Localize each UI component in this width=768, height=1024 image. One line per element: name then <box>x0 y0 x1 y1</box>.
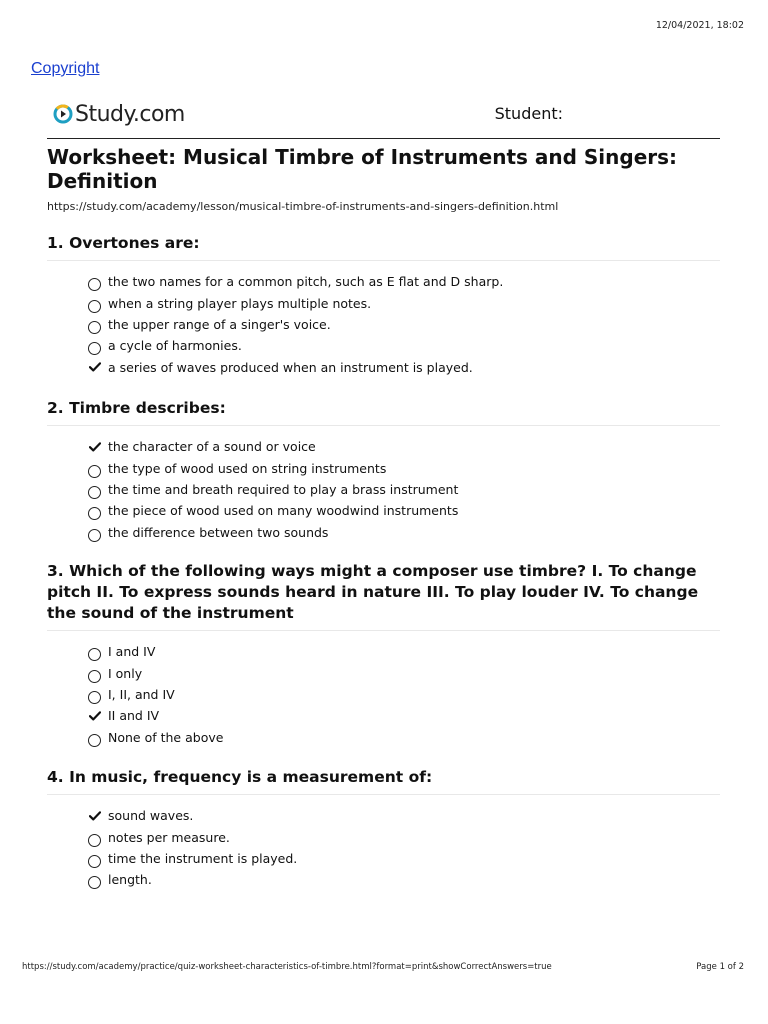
answer-option <box>88 662 720 683</box>
radio-button[interactable] <box>88 278 101 291</box>
radio-button[interactable] <box>88 300 101 313</box>
print-timestamp: 12/04/2021, 18:02 <box>655 20 744 31</box>
answer-options <box>88 271 720 378</box>
radio-button[interactable] <box>88 855 101 868</box>
radio-button[interactable] <box>88 834 101 847</box>
answer-label: sound waves. <box>108 808 194 824</box>
answer-label: I, II, and IV <box>108 686 175 702</box>
page-indicator: Page 1 of 2 <box>696 962 744 972</box>
answer-option-correct <box>88 805 720 826</box>
answer-option-correct <box>88 436 720 457</box>
answer-options <box>88 436 720 543</box>
worksheet-header <box>47 96 720 139</box>
answer-label: the upper range of a singer's voice. <box>108 316 331 332</box>
student-label: Student: <box>494 104 563 123</box>
answer-options <box>88 641 720 748</box>
question-text: 3. Which of the following ways might a composer use timbre? I. To change pitch II. To express sounds heard in nature III. To play louder IV. To change the sound of the instrument <box>47 561 720 631</box>
answer-option <box>88 869 720 890</box>
radio-button[interactable] <box>88 342 101 355</box>
question-2 <box>47 398 720 543</box>
answer-option <box>88 314 720 335</box>
answer-options <box>88 805 720 891</box>
answer-option <box>88 826 720 847</box>
study-com-logo <box>53 100 185 128</box>
radio-button[interactable] <box>88 734 101 747</box>
radio-button[interactable] <box>88 691 101 704</box>
page-footer <box>22 962 744 972</box>
answer-option <box>88 479 720 500</box>
radio-button[interactable] <box>88 486 101 499</box>
answer-label: the type of wood used on string instruments <box>108 460 387 476</box>
question-text: 2. Timbre describes: <box>47 398 720 426</box>
answer-label: the difference between two sounds <box>108 524 329 540</box>
question-text: 4. In music, frequency is a measurement of: <box>47 767 720 795</box>
checkmark-icon <box>88 361 101 374</box>
answer-label: a series of waves produced when an instrument is played. <box>108 359 473 375</box>
worksheet-title: Worksheet: Musical Timbre of Instruments and Singers: Definition <box>47 145 678 193</box>
answer-option <box>88 848 720 869</box>
answer-label: a cycle of harmonies. <box>108 338 242 354</box>
radio-button[interactable] <box>88 465 101 478</box>
lesson-url: https://study.com/academy/lesson/musical-timbre-of-instruments-and-singers-definition.html <box>47 200 559 213</box>
checkmark-icon <box>88 709 101 722</box>
answer-label: notes per measure. <box>108 829 230 845</box>
radio-button[interactable] <box>88 321 101 334</box>
answer-label: II and IV <box>108 708 160 724</box>
answer-label: when a string player plays multiple notes. <box>108 295 372 311</box>
checkmark-icon <box>88 809 101 822</box>
answer-option <box>88 457 720 478</box>
radio-button[interactable] <box>88 876 101 889</box>
radio-button[interactable] <box>88 529 101 542</box>
radio-button[interactable] <box>88 648 101 661</box>
answer-option-correct <box>88 705 720 726</box>
answer-label: the character of a sound or voice <box>108 439 316 455</box>
answer-label: length. <box>108 872 152 888</box>
study-com-logo-text: Study.com <box>75 101 185 127</box>
study-com-logo-icon <box>53 104 73 124</box>
question-3 <box>47 561 720 748</box>
answer-label: I and IV <box>108 644 156 660</box>
answer-option <box>88 727 720 748</box>
answer-option <box>88 522 720 543</box>
footer-url: https://study.com/academy/practice/quiz-worksheet-characteristics-of-timbre.html?format=print&showCorrectAnswers=true <box>22 962 552 972</box>
answer-label: the two names for a common pitch, such as E flat and D sharp. <box>108 274 504 290</box>
answer-label: None of the above <box>108 729 224 745</box>
answer-option <box>88 684 720 705</box>
question-1 <box>47 233 720 378</box>
answer-label: time the instrument is played. <box>108 850 298 866</box>
answer-label: the piece of wood used on many woodwind instruments <box>108 503 459 519</box>
radio-button[interactable] <box>88 507 101 520</box>
copyright-link[interactable]: Copyright <box>31 60 100 77</box>
question-text: 1. Overtones are: <box>47 233 720 261</box>
answer-label: the time and breath required to play a brass instrument <box>108 481 459 497</box>
answer-option-correct <box>88 357 720 378</box>
answer-option <box>88 641 720 662</box>
radio-button[interactable] <box>88 670 101 683</box>
question-4 <box>47 767 720 891</box>
answer-option <box>88 335 720 356</box>
answer-option <box>88 500 720 521</box>
answer-label: I only <box>108 665 143 681</box>
checkmark-icon <box>88 440 101 453</box>
answer-option <box>88 271 720 292</box>
answer-option <box>88 292 720 313</box>
